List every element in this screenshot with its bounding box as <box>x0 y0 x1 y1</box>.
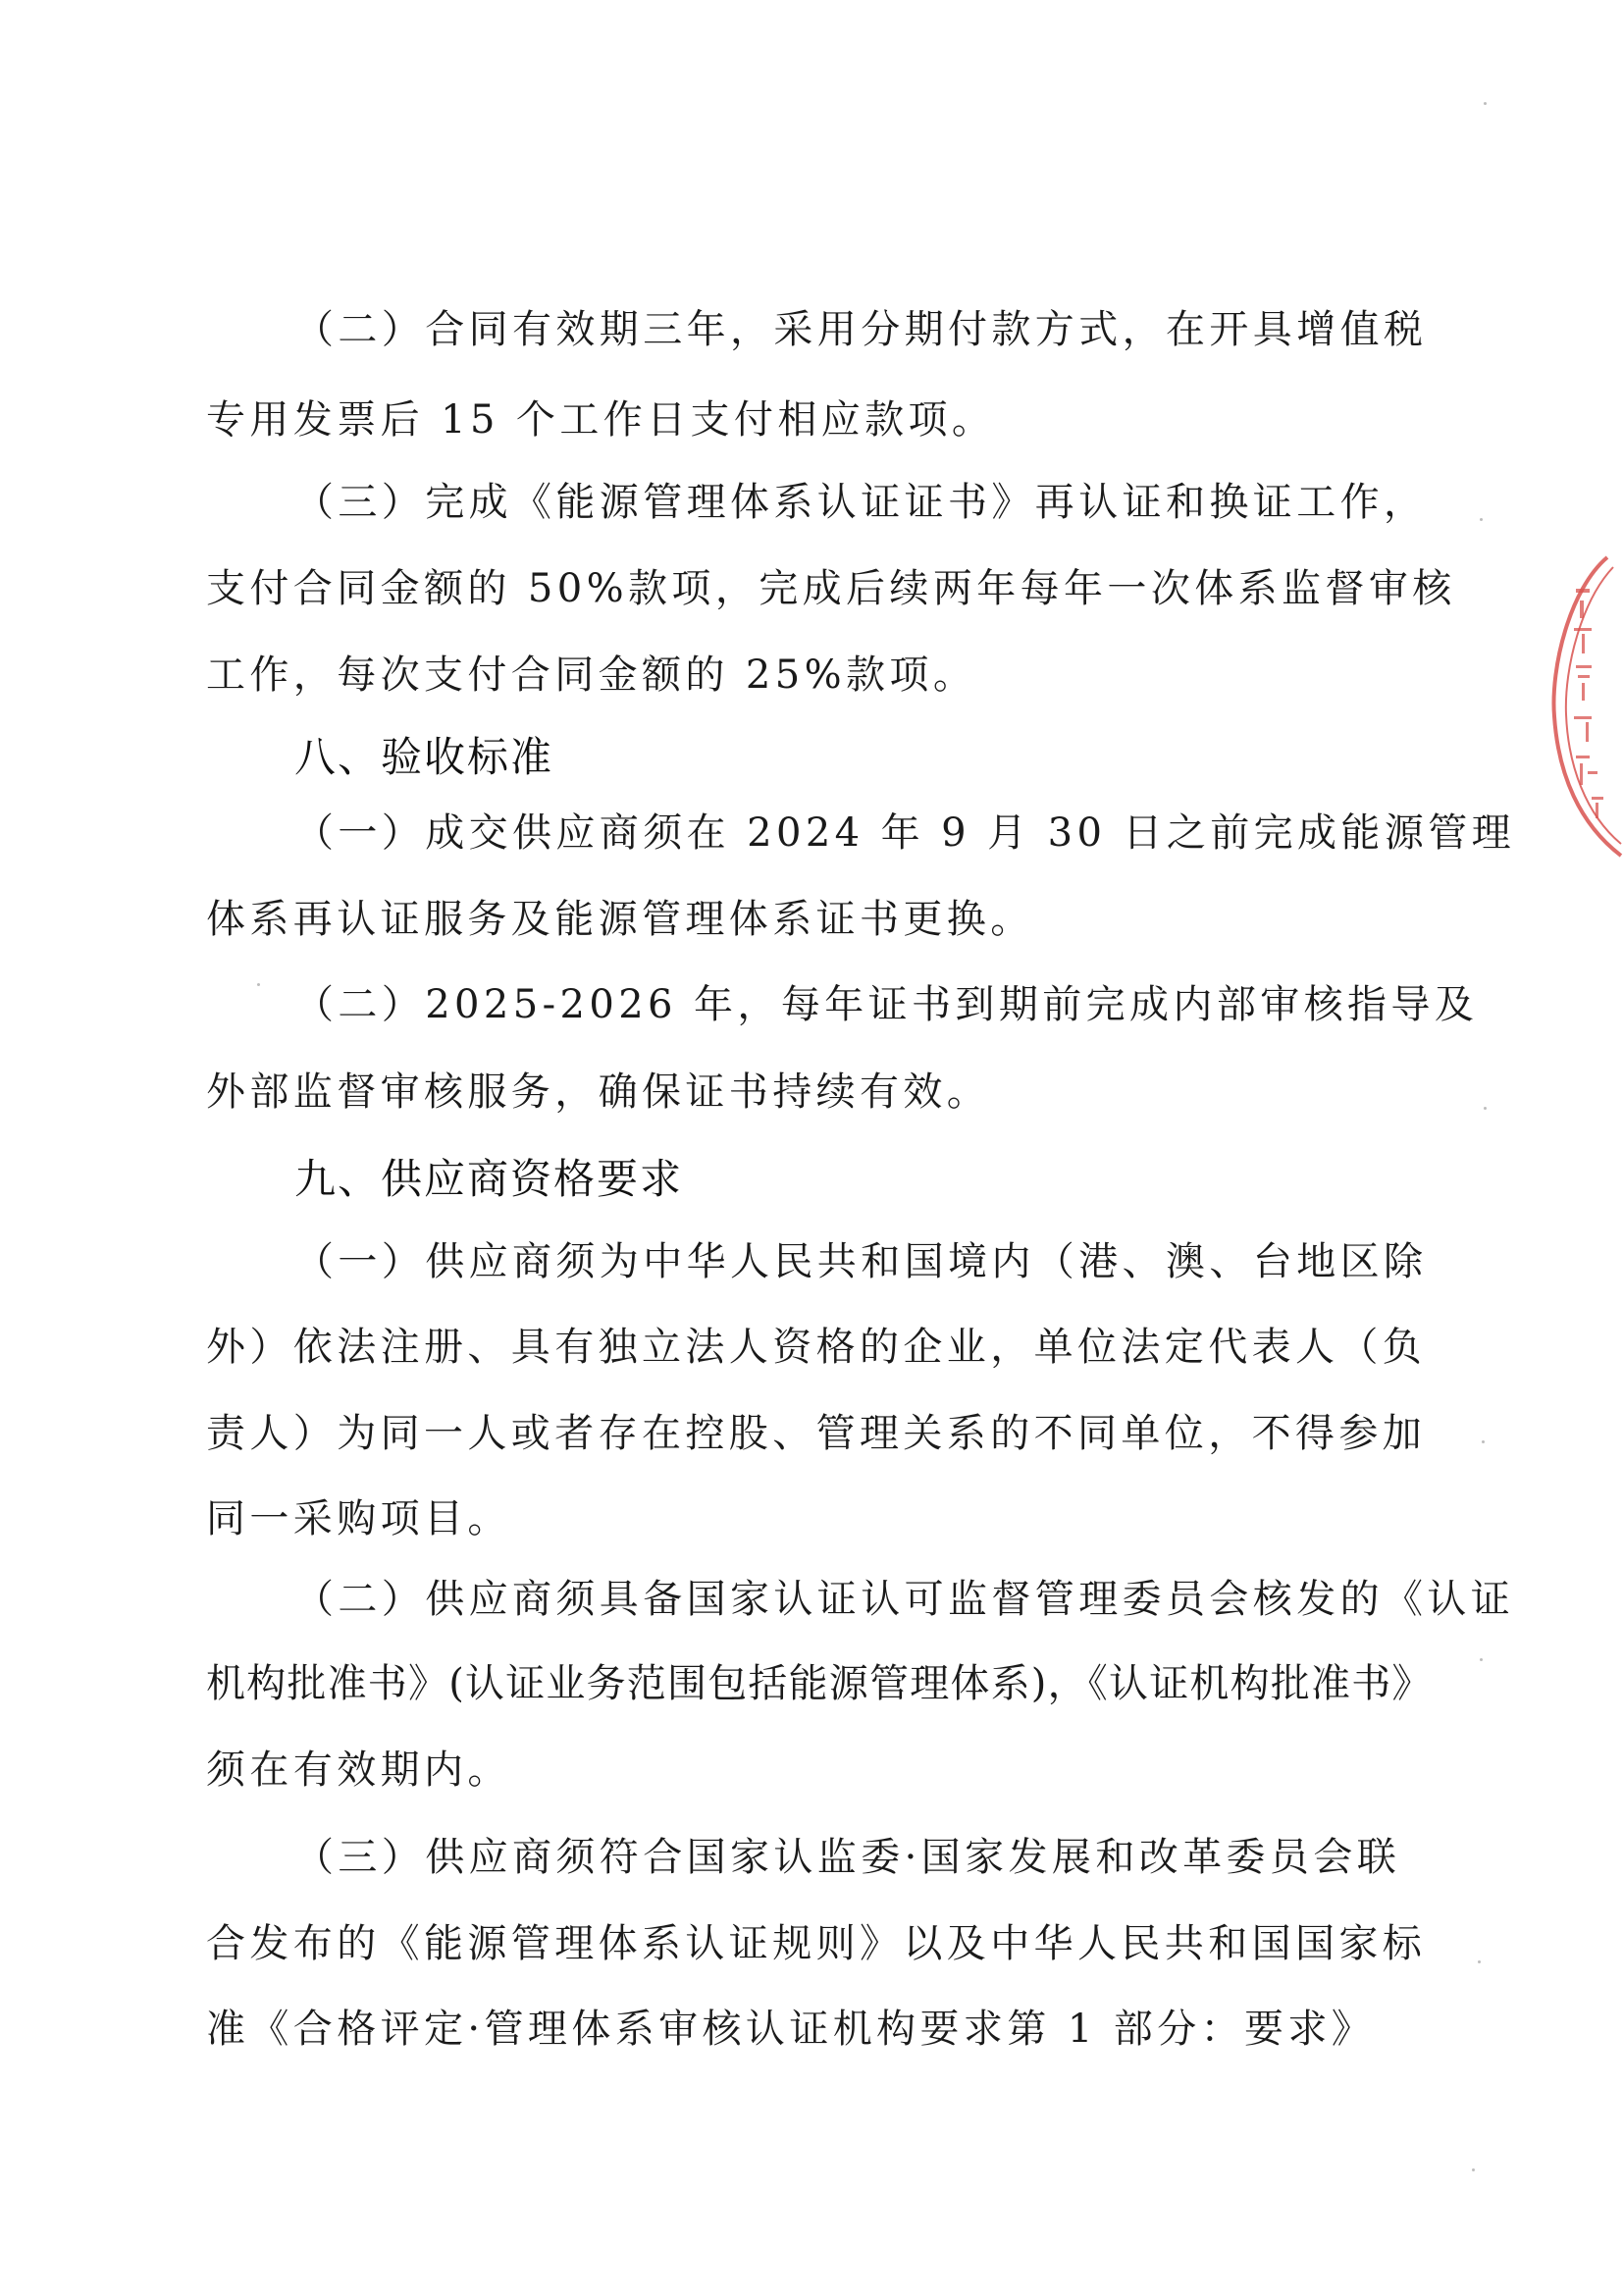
paragraph-line: 同一采购项目。 <box>206 1496 511 1541</box>
paragraph-line: 准《合格评定·管理体系审核认证机构要求第 1 部分：要求》 <box>206 2007 1376 2052</box>
paragraph-line: 外部监督审核服务，确保证书持续有效。 <box>206 1070 991 1115</box>
scan-speck <box>1482 1440 1485 1443</box>
section-heading-qualification: 九、供应商资格要求 <box>294 1155 684 1203</box>
paragraph-line: （一）供应商须为中华人民共和国境内（港、澳、台地区除 <box>294 1239 1428 1284</box>
scan-speck <box>1480 1658 1483 1661</box>
paragraph-line: 支付合同金额的 50%款项，完成后续两年每年一次体系监督审核 <box>206 566 1456 611</box>
scan-speck <box>1480 518 1483 521</box>
paragraph-line: 合发布的《能源管理体系认证规则》以及中华人民共和国国家标 <box>206 1921 1427 1966</box>
scan-speck <box>1472 2168 1475 2171</box>
paragraph-line: （二）供应商须具备国家认证认可监督管理委员会核发的《认证 <box>294 1577 1515 1622</box>
paragraph-line: 须在有效期内。 <box>206 1748 511 1793</box>
paragraph-line: 体系再认证服务及能源管理体系证书更换。 <box>206 897 1034 942</box>
paragraph-line: （二）2025-2026 年，每年证书到期前完成内部审核指导及 <box>294 982 1479 1027</box>
paragraph-line: （二）合同有效期三年，采用分期付款方式，在开具增值税 <box>294 307 1428 352</box>
scan-speck <box>257 983 260 986</box>
paragraph-line: 责人）为同一人或者存在控股、管理关系的不同单位，不得参加 <box>206 1411 1427 1456</box>
paragraph-line: 外）依法注册、具有独立法人资格的企业，单位法定代表人（负 <box>206 1325 1427 1370</box>
paragraph-line: （三）供应商须符合国家认监委·国家发展和改革委员会联 <box>294 1835 1401 1880</box>
scan-speck <box>1478 1960 1481 1963</box>
paragraph-line: 专用发票后 15 个工作日支付相应款项。 <box>206 397 996 443</box>
paragraph-line: 工作，每次支付合同金额的 25%款项。 <box>206 652 977 698</box>
section-heading-acceptance: 八、验收标准 <box>294 733 554 781</box>
scan-speck <box>1484 102 1487 105</box>
official-seal-stamp <box>1531 549 1623 863</box>
scan-speck <box>1484 1107 1487 1110</box>
paragraph-line: （一）成交供应商须在 2024 年 9 月 30 日之前完成能源管理 <box>294 810 1516 856</box>
paragraph-line: （三）完成《能源管理体系认证证书》再认证和换证工作， <box>294 480 1428 525</box>
paragraph-line: 机构批准书》(认证业务范围包括能源管理体系)，《认证机构批准书》 <box>206 1661 1433 1706</box>
